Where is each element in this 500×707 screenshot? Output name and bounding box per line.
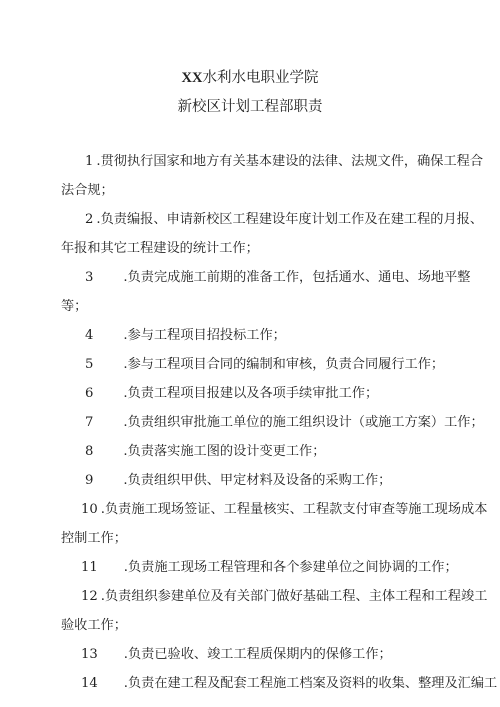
duty-number: 6 [85, 386, 94, 401]
page-subtitle: 新校区计划工程部职责 [177, 99, 323, 115]
duty-number: 2 [85, 212, 94, 227]
duty-item-8 [61, 437, 443, 466]
duty-line: 法合规； [61, 183, 114, 198]
duty-item-10 [61, 495, 488, 553]
duty-line: 8 .负责落实施工图的设计变更工作； [61, 437, 443, 466]
duty-line: 11 .负责施工现场工程管理和各个参建单位之间协调的工作； [61, 553, 443, 582]
duty-number: 9 [85, 473, 94, 488]
duty-line: 控制工作； [61, 531, 127, 546]
duty-line: 6 .负责工程项目报建以及各项手续审批工作； [61, 379, 443, 408]
duty-number: 11 [81, 560, 98, 575]
duty-number: 5 [85, 357, 94, 372]
duty-line: 5 .参与工程项目合同的编制和审核，负责合同履行工作； [61, 350, 443, 379]
duty-item-3 [61, 263, 471, 321]
duty-line: 9 .负责组织甲供、甲定材料及设备的采购工作； [61, 466, 443, 495]
duty-number: 4 [85, 328, 94, 343]
duty-line: 10 .负责施工现场签证、工程量核实、工程款支付审查等施工现场成本 [61, 495, 443, 524]
duty-line: 12 .负责组织参建单位及有关部门做好基础工程、主体工程和工程竣工 [61, 582, 443, 611]
duty-item-13 [61, 640, 443, 669]
duty-line: 7 .负责组织审批施工单位的施工组织设计（或施工方案）工作； [61, 408, 443, 437]
duty-number: 3 [85, 270, 94, 285]
duty-item-11 [61, 553, 458, 582]
duty-line: 验收工作； [61, 618, 127, 633]
duty-number: 8 [85, 444, 94, 459]
duty-item-14 [61, 669, 498, 698]
duty-item-6 [61, 379, 443, 408]
duty-item-1 [61, 147, 484, 205]
duty-line: 13 .负责已验收、竣工工程质保期内的保修工作； [61, 640, 443, 669]
duty-line: 2 .负责编报、申请新校区工程建设年度计划工作及在建工程的月报、 [61, 205, 443, 234]
duty-item-12 [61, 582, 488, 640]
duty-number: 12 [81, 589, 98, 604]
duty-line: 3 .负责完成施工前期的准备工作，包括通水、通电、场地平整 [61, 263, 443, 292]
duty-line: 等； [61, 299, 88, 314]
title-prefix: XX [181, 70, 203, 86]
duty-item-7 [61, 408, 484, 437]
page-title [0, 69, 500, 87]
title-rest: 水利水电职业学院 [202, 70, 319, 86]
duty-number: 1 [85, 154, 94, 169]
duty-item-2 [61, 205, 484, 263]
duty-line: 4 .参与工程项目招投标工作； [61, 321, 443, 350]
duty-item-4 [61, 321, 443, 350]
duty-number: 14 [81, 676, 98, 691]
duty-number: 10 [81, 502, 98, 517]
duty-line: 1 .贯彻执行国家和地方有关基本建设的法律、法规文件，确保工程合 [61, 147, 443, 176]
duty-item-5 [61, 350, 443, 379]
duty-line: 14 .负责在建工程及配套工程施工档案及资料的收集、整理及汇编工 [61, 669, 443, 698]
duty-line: 年报和其它工程建设的统计工作； [61, 241, 259, 256]
duty-number: 7 [85, 415, 94, 430]
duty-item-9 [61, 466, 443, 495]
duty-number: 13 [81, 647, 98, 662]
